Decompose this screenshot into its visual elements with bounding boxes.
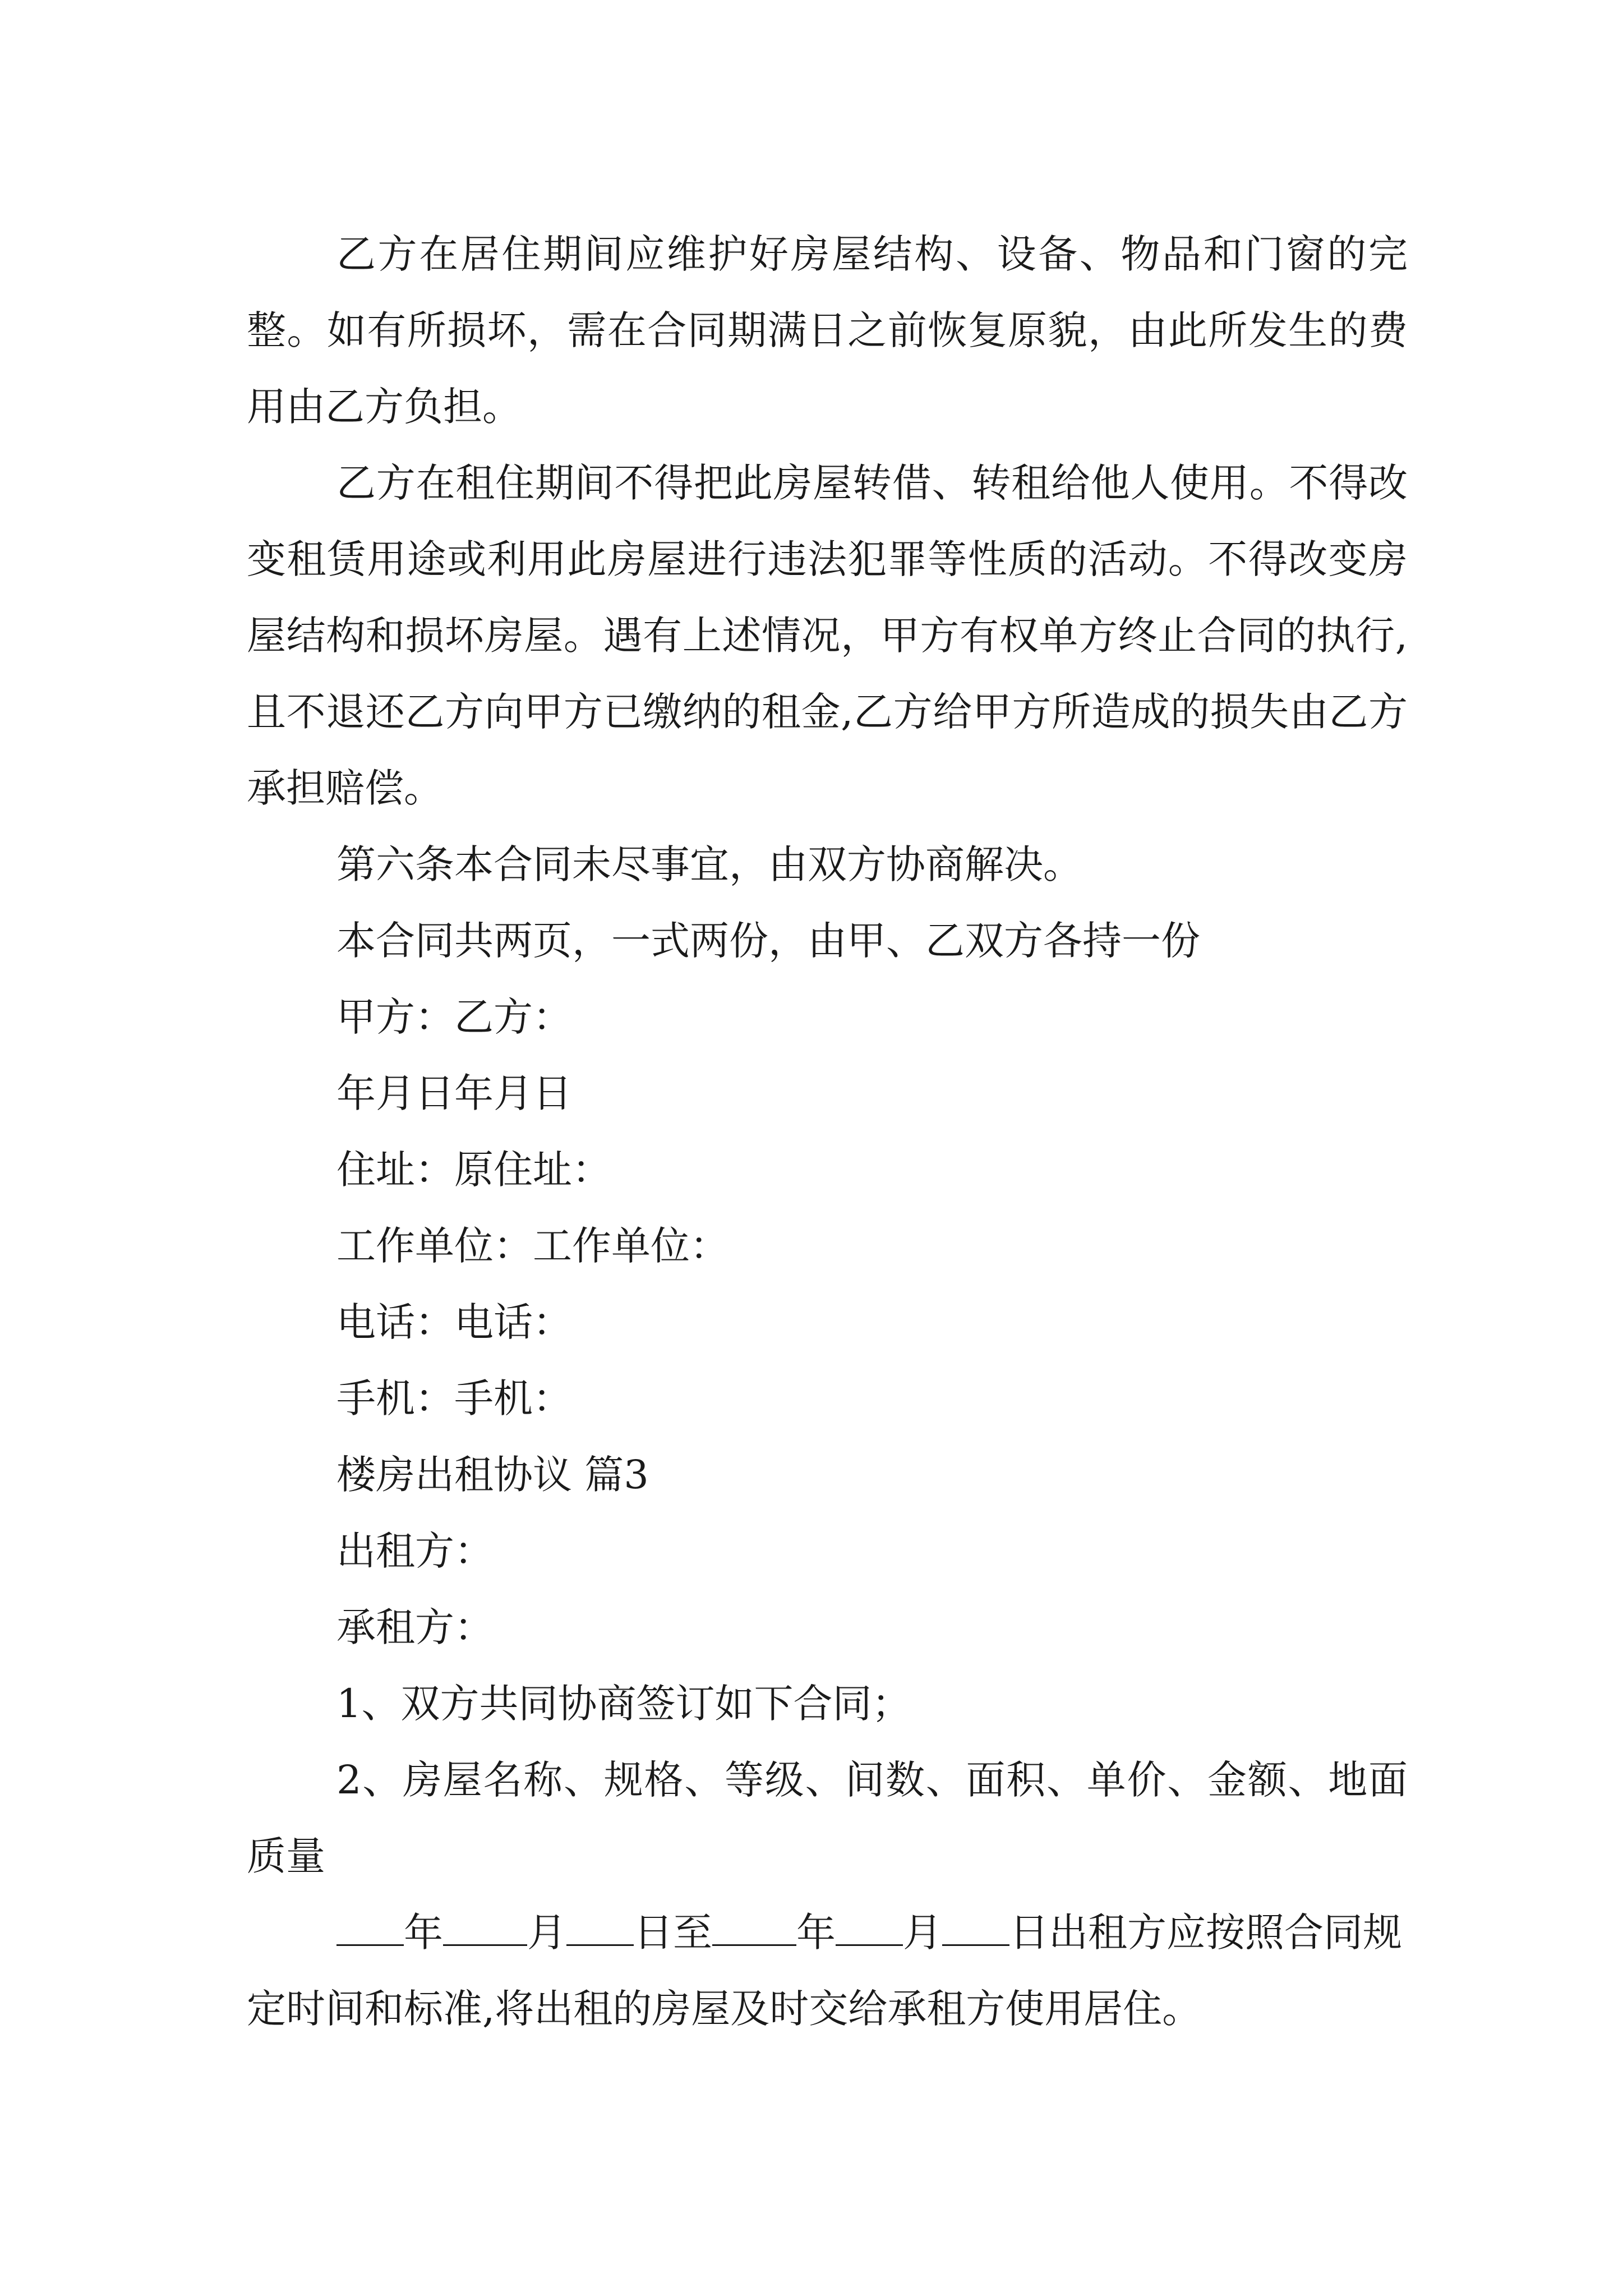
paragraph-copies: 本合同共两页，一式两份，由甲、乙双方各持一份: [336, 918, 1200, 964]
paragraph-article-six: 第六条本合同未尽事宜，由双方协商解决。: [336, 841, 1082, 887]
label-year-end: 年: [796, 1910, 836, 1955]
signature-dates: 年月日年月日: [336, 1070, 572, 1116]
blank-year-end: [712, 1906, 796, 1946]
signature-employer: 工作单位：工作单位：: [336, 1223, 729, 1269]
label-month-start: 月: [527, 1910, 566, 1955]
lease-period-text: 日出租方应按照合同规定时间和标准,将出租的房屋及时交给承租方使用居住。: [247, 1910, 1402, 2032]
clause-one: 1、双方共同协商签订如下合同；: [336, 1681, 911, 1727]
label-day-start: 日至: [634, 1910, 712, 1955]
document-body: [247, 216, 1408, 2047]
paragraph-maintenance: 乙方在居住期间应维护好房屋结构、设备、物品和门窗的完整。如有所损坏，需在合同期满日之前恢复原貌，由此所发生的费用由乙方负担。: [247, 231, 1408, 430]
label-year-start: 年: [404, 1910, 443, 1955]
paragraph-sublet-prohibition: 乙方在租住期间不得把此房屋转借、转租给他人使用。不得改变租赁用途或利用此房屋进行违法犯罪等性质的活动。不得改变房屋结构和损坏房屋。遇有上述情况，甲方有权单方终止合同的执行,且不退还乙方向甲方已缴纳的租金,乙方给甲方所造成的损失由乙方承担赔偿。: [247, 460, 1408, 811]
signature-parties: 甲方：乙方：: [336, 994, 572, 1040]
clause-two: 2、房屋名称、规格、等级、间数、面积、单价、金额、地面质量: [247, 1757, 1408, 1879]
blank-month-end: [836, 1906, 903, 1946]
blank-year-start: [336, 1906, 404, 1946]
section-heading: 楼房出租协议 篇3: [336, 1452, 649, 1498]
signature-mobile: 手机：手机：: [336, 1375, 572, 1421]
signature-phone: 电话：电话：: [336, 1299, 572, 1345]
blank-month-start: [443, 1906, 527, 1946]
label-month-end: 月: [903, 1910, 942, 1955]
blank-day-end: [942, 1906, 1009, 1946]
lessee-label: 承租方：: [336, 1604, 494, 1650]
signature-address: 住址：原住址：: [336, 1147, 611, 1193]
blank-day-start: [566, 1906, 634, 1946]
lease-period-clause: [247, 1894, 1408, 2047]
lessor-label: 出租方：: [336, 1528, 494, 1574]
